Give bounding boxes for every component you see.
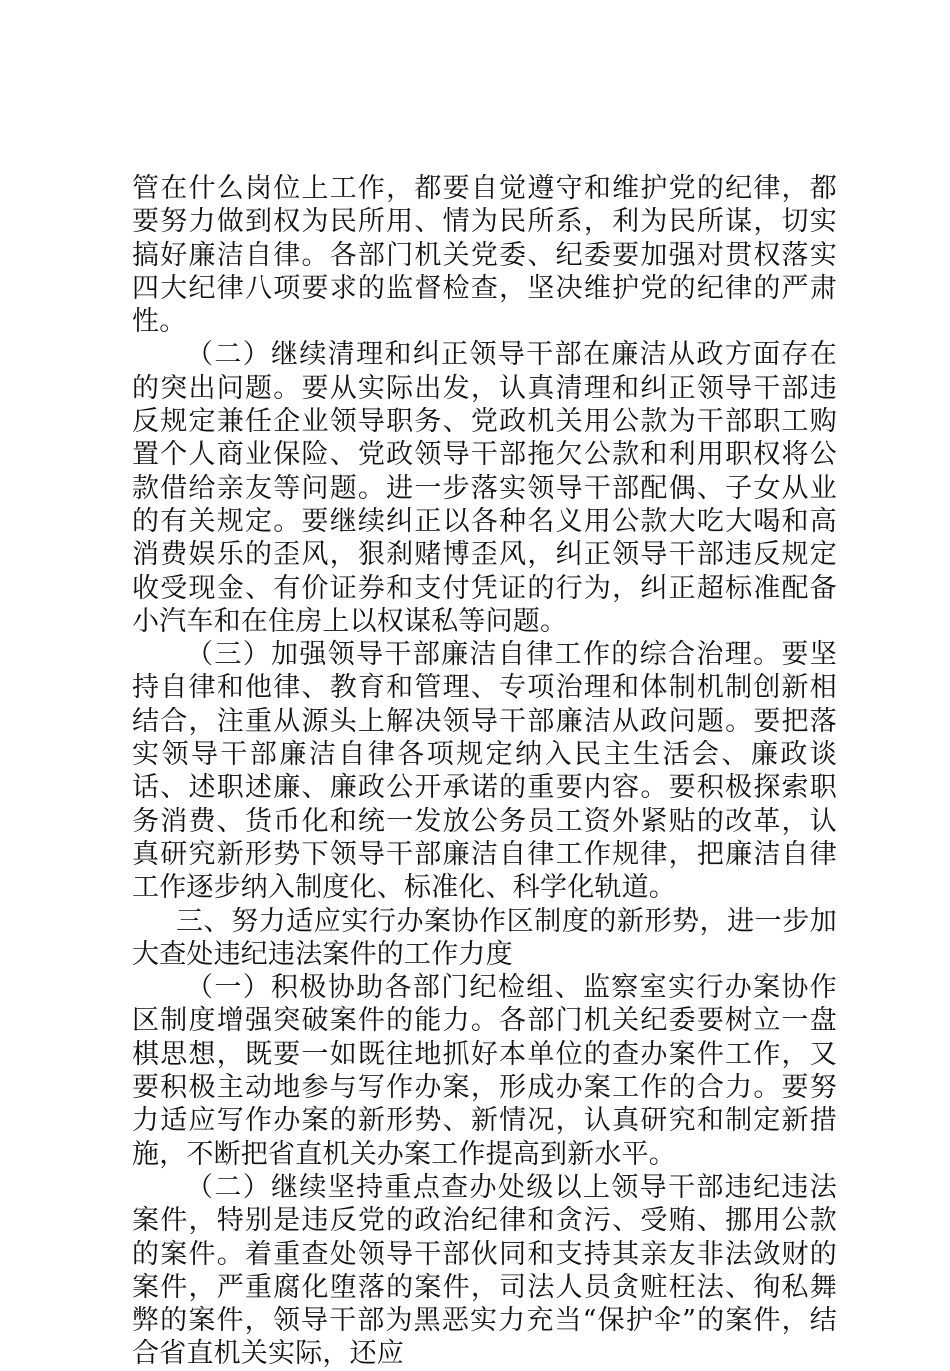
paragraph-section-3-1: （一）积极协助各部门纪检组、监察室实行办案协作区制度增强突破案件的能力。各部门机关纪委要树立一盘棋思想，既要一如既往地抓好本单位的查办案件工作，又要积极主动地参与写作办案，形成办案工作的合力。要努力适应写作办案的新形势、新情况，认真研究和制定新措施，不断把省直机关办案工作提高到新水平。 [132, 972, 837, 1170]
section-heading-3: 三、努力适应实行办案协作区制度的新形势，进一步加大查处违纪违法案件的工作力度 [132, 905, 837, 970]
document-body [132, 172, 837, 1371]
paragraph-section-2-2: （二）继续清理和纠正领导干部在廉洁从政方面存在的突出问题。要从实际出发，认真清理和纠正领导干部违反规定兼任企业领导职务、党政机关用公款为干部职工购置个人商业保险、党政领导干部拖欠公款和利用职权将公款借给亲友等问题。进一步落实领导干部配偶、子女从业的有关规定。要继续纠正以各种名义用公款大吃大喝和高消费娱乐的歪风，狠刹赌博歪风，纠正领导干部违反规定收受现金、有价证券和支付凭证的行为，纠正超标准配备小汽车和在住房上以权谋私等问题。 [132, 339, 837, 637]
paragraph-section-3-2: （二）继续坚持重点查办处级以上领导干部违纪违法案件，特别是违反党的政治纪律和贪污、受贿、挪用公款的案件。着重查处领导干部伙同和支持其亲友非法敛财的案件，严重腐化堕落的案件，司法人员贪赃枉法、徇私舞弊的案件，领导干部为黑恶实力充当“保护伞”的案件，结合省直机关实际，还应 [132, 1171, 837, 1370]
paragraph-section-2-3: （三）加强领导干部廉洁自律工作的综合治理。要坚持自律和他律、教育和管理、专项治理和体制机制创新相结合，注重从源头上解决领导干部廉洁从政问题。要把落实领导干部廉洁自律各项规定纳入民主生活会、廉政谈话、述职述廉、廉政公开承诺的重要内容。要积极探索职务消费、货币化和统一发放公务员工资外紧贴的改革，认真研究新形势下领导干部廉洁自律工作规律，把廉洁自律工作逐步纳入制度化、标准化、科学化轨道。 [132, 639, 837, 904]
paragraph-continued: 管在什么岗位上工作，都要自觉遵守和维护党的纪律，都要努力做到权为民所用、情为民所系，利为民所谋，切实搞好廉洁自律。各部门机关党委、纪委要加强对贯权落实四大纪律八项要求的监督检查，坚决维护党的纪律的严肃性。 [132, 173, 837, 338]
